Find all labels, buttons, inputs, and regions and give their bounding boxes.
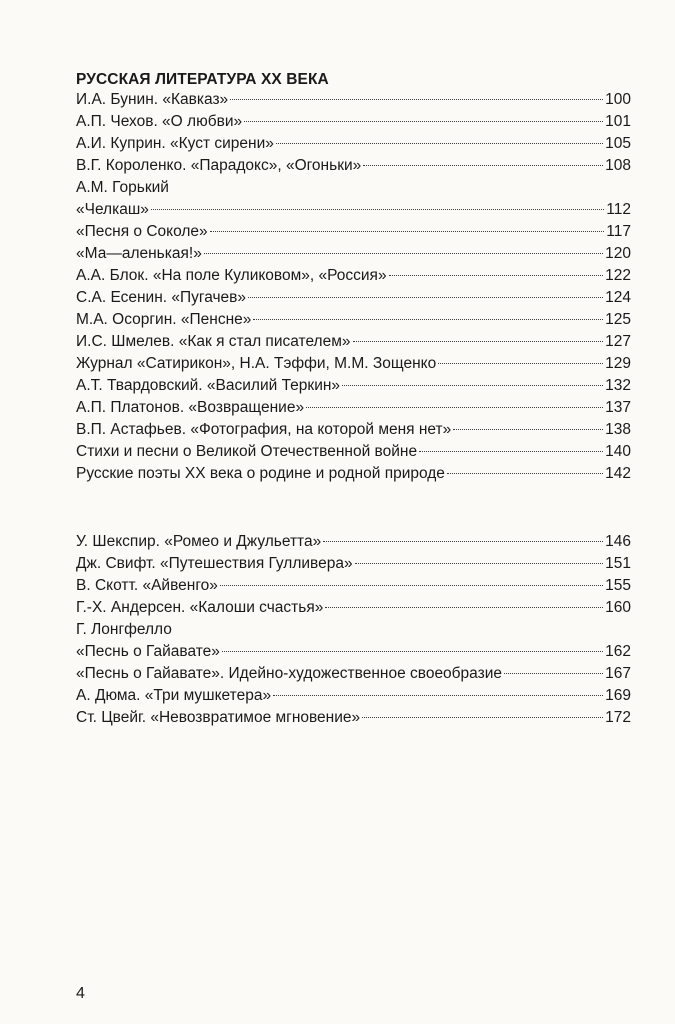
toc-entry <box>76 201 631 223</box>
toc-entry-title: Журнал «Сатирикон», Н.А. Тэффи, М.М. Зощенко <box>76 355 437 372</box>
dot-leader <box>151 209 604 210</box>
toc-entry-title: А.М. Горький <box>76 179 169 196</box>
dot-leader <box>419 451 603 452</box>
toc-entry-page: 125 <box>605 311 631 328</box>
toc-entry <box>76 289 631 311</box>
toc-entry <box>76 355 631 377</box>
toc-entry-page: 124 <box>605 289 631 306</box>
toc-entry-title: И.А. Бунин. «Кавказ» <box>76 91 229 108</box>
dot-leader <box>222 651 603 652</box>
toc-entry-page: 169 <box>605 687 631 704</box>
toc-entry <box>76 599 631 621</box>
dot-leader <box>210 231 605 232</box>
toc-entry-page: 155 <box>605 577 631 594</box>
toc-entry-page: 127 <box>605 333 631 350</box>
toc-entry-page: 142 <box>605 465 631 482</box>
dot-leader <box>253 319 603 320</box>
dot-leader <box>220 585 603 586</box>
toc-entry-title: А. Дюма. «Три мушкетера» <box>76 687 272 704</box>
dot-leader <box>362 717 603 718</box>
toc-entry-title: Г.-Х. Андерсен. «Калоши счастья» <box>76 599 324 616</box>
toc-entry <box>76 113 631 135</box>
toc-entry-title: Русские поэты XX века о родине и родной природе <box>76 465 445 482</box>
dot-leader <box>323 541 603 542</box>
dot-leader <box>438 363 603 364</box>
dot-leader <box>453 429 603 430</box>
dot-leader <box>363 165 603 166</box>
toc-entry-title: А.П. Платонов. «Возвращение» <box>76 399 305 416</box>
toc-entry-title: А.А. Блок. «На поле Куликовом», «Россия» <box>76 267 387 284</box>
toc-entry <box>76 135 631 157</box>
toc-entry <box>76 245 631 267</box>
toc-entry <box>76 443 631 465</box>
toc-entry <box>76 577 631 599</box>
toc-entry-page: 172 <box>605 709 631 726</box>
toc-entry-page: 120 <box>605 245 631 262</box>
toc-entry-page: 129 <box>605 355 631 372</box>
dot-leader <box>230 99 603 100</box>
dot-leader <box>306 407 603 408</box>
dot-leader <box>248 297 603 298</box>
dot-leader <box>244 121 603 122</box>
toc-entry <box>76 465 631 487</box>
toc-entry-title: В. Скотт. «Айвенго» <box>76 577 218 594</box>
toc-entry-page: 167 <box>605 665 631 682</box>
toc-entry <box>76 533 631 555</box>
toc-entry-title: А.И. Куприн. «Куст сирени» <box>76 135 274 152</box>
toc-entry <box>76 267 631 289</box>
dot-leader <box>325 607 603 608</box>
toc-entry <box>76 377 631 399</box>
dot-leader <box>204 253 603 254</box>
dot-leader <box>504 673 603 674</box>
toc-entry-page: 146 <box>605 533 631 550</box>
toc-entry <box>76 621 631 643</box>
toc-entry <box>76 333 631 355</box>
toc-entry <box>76 643 631 665</box>
toc-entry-title: Г. Лонгфелло <box>76 621 172 638</box>
toc-entry-page: 108 <box>605 157 631 174</box>
dot-leader <box>353 341 604 342</box>
toc-entry-title: «Песнь о Гайавате». Идейно-художественное своеобразие <box>76 665 503 682</box>
toc-entry-page: 137 <box>605 399 631 416</box>
toc-entry-page: 138 <box>605 421 631 438</box>
toc-entry-title: Ст. Цвейг. «Невозвратимое мгновение» <box>76 709 361 726</box>
toc-entry-title: В.Г. Короленко. «Парадокс», «Огоньки» <box>76 157 362 174</box>
dot-leader <box>273 695 603 696</box>
toc-entry <box>76 223 631 245</box>
toc-entry-page: 117 <box>606 223 631 240</box>
toc-entry <box>76 399 631 421</box>
toc-entry-page: 105 <box>605 135 631 152</box>
toc-entry-page: 100 <box>605 91 631 108</box>
toc-entry-title: С.А. Есенин. «Пугачев» <box>76 289 247 306</box>
toc-entry-title: А.П. Чехов. «О любви» <box>76 113 243 130</box>
toc-entry <box>76 311 631 333</box>
toc-entry-title: У. Шекспир. «Ромео и Джульетта» <box>76 533 322 550</box>
toc-entry-title: А.Т. Твардовский. «Василий Теркин» <box>76 377 341 394</box>
toc-entry <box>76 687 631 709</box>
toc-entry-page: 132 <box>605 377 631 394</box>
toc-entry-title: Стихи и песни о Великой Отечественной войне <box>76 443 418 460</box>
toc-entry <box>76 179 631 201</box>
dot-leader <box>447 473 603 474</box>
toc-entry-page: 140 <box>605 443 631 460</box>
toc-entry <box>76 91 631 113</box>
toc-entry-title: «Песня о Соколе» <box>76 223 208 240</box>
dot-leader <box>342 385 603 386</box>
toc-entry-title: Дж. Свифт. «Путешествия Гулливера» <box>76 555 353 572</box>
dot-leader <box>389 275 604 276</box>
toc-entry-title: «Песнь о Гайавате» <box>76 643 220 660</box>
toc-entry-page: 160 <box>605 599 631 616</box>
toc-entry-page: 151 <box>605 555 631 572</box>
page-number: 4 <box>76 985 85 1002</box>
dot-leader <box>276 143 603 144</box>
toc-entry-page: 112 <box>606 201 631 218</box>
toc-entry-title: «Челкаш» <box>76 201 149 218</box>
toc-entry-title: И.С. Шмелев. «Как я стал писателем» <box>76 333 351 350</box>
toc-entry <box>76 665 631 687</box>
toc-entry-page: 101 <box>605 113 631 130</box>
section-heading: РУССКАЯ ЛИТЕРАТУРА XX ВЕКА <box>76 71 329 88</box>
toc-entry <box>76 421 631 443</box>
toc-entry-title: «Ма—аленькая!» <box>76 245 202 262</box>
toc-entry-page: 162 <box>605 643 631 660</box>
toc-entry-page: 122 <box>605 267 631 284</box>
toc-entry-title: В.П. Астафьев. «Фотография, на которой меня нет» <box>76 421 452 438</box>
dot-leader <box>355 563 604 564</box>
toc-entry <box>76 709 631 731</box>
toc-entry-title: М.А. Осоргин. «Пенсне» <box>76 311 252 328</box>
toc-entry <box>76 555 631 577</box>
toc-entry <box>76 157 631 179</box>
